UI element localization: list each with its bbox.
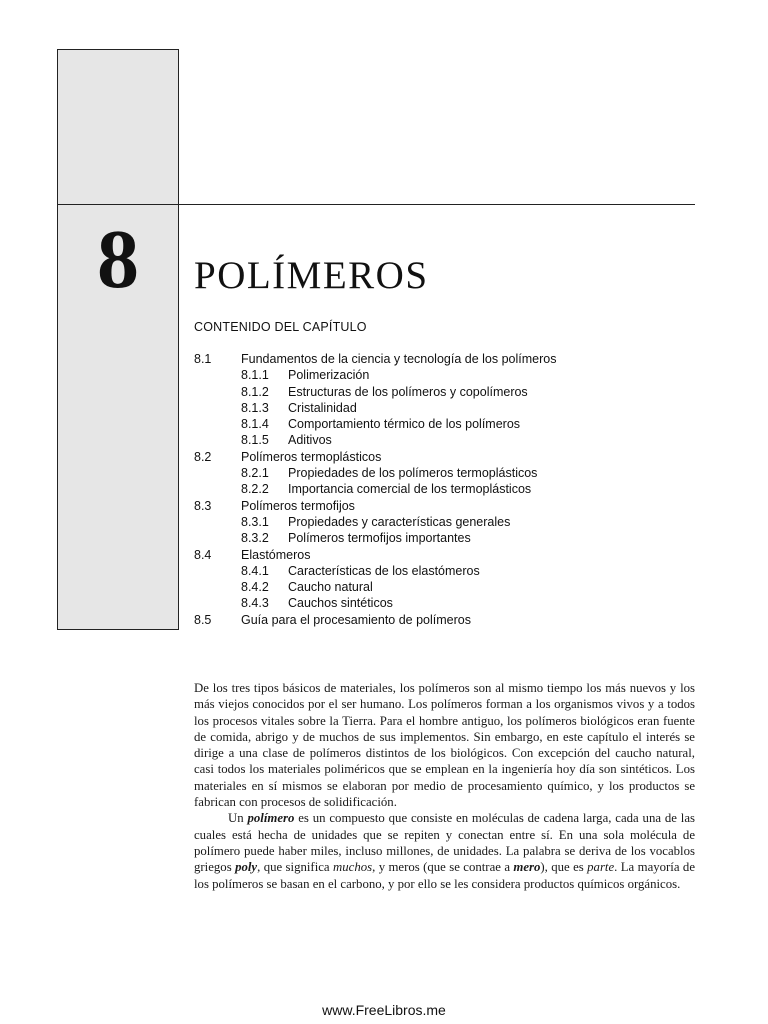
toc-entry-title: Cristalinidad	[288, 400, 357, 415]
toc-entry-number: 8.4	[194, 547, 212, 562]
toc-entry-title: Cauchos sintéticos	[288, 596, 393, 611]
toc-entry-number: 8.3.2	[241, 531, 269, 546]
toc-entry	[194, 351, 694, 367]
toc-entry	[194, 449, 694, 465]
toc-entry	[194, 432, 694, 448]
toc-entry-number: 8.4.2	[241, 580, 269, 595]
toc-entry	[194, 498, 694, 514]
toc-entry-number: 8.4.1	[241, 563, 269, 578]
toc-entry-number: 8.1	[194, 352, 212, 366]
toc-entry-number: 8.1.2	[241, 384, 269, 399]
chapter-number: 8	[97, 213, 139, 306]
contents-heading: CONTENIDO DEL CAPÍTULO	[194, 320, 367, 334]
toc-entry	[194, 530, 694, 546]
term-parte: parte	[587, 860, 615, 875]
toc-entry-number: 8.2	[194, 449, 212, 464]
term-polimero: polímero	[247, 811, 295, 826]
toc-entry-title: Propiedades de los polímeros termoplásticos	[288, 466, 538, 481]
header-rule	[57, 204, 695, 205]
toc-entry-title: Estructuras de los polímeros y copolímeros	[288, 384, 528, 399]
toc-entry	[194, 563, 694, 579]
toc-entry-title: Características de los elastómeros	[288, 563, 480, 578]
chapter-sidebar-box	[57, 49, 179, 630]
text-run: , y meros (que se contrae a	[372, 860, 514, 875]
intro-paragraph-2	[194, 810, 695, 891]
toc-entry	[194, 547, 694, 563]
footer-url[interactable]: www.FreeLibros.me	[322, 1002, 446, 1018]
toc-entry-title: Polimerización	[288, 368, 370, 383]
toc-entry	[194, 612, 694, 628]
toc-entry-number: 8.1.4	[241, 417, 269, 432]
toc-entry-title: Elastómeros	[241, 547, 311, 562]
toc-entry-title: Propiedades y características generales	[288, 514, 511, 529]
toc-entry	[194, 416, 694, 432]
toc-entry	[194, 384, 694, 400]
toc-entry-number: 8.1.1	[241, 368, 269, 383]
toc-entry-number: 8.3.1	[241, 514, 269, 529]
toc-entry-title: Guía para el procesamiento de polímeros	[241, 612, 471, 627]
toc-entry-title: Polímeros termofijos importantes	[288, 531, 471, 546]
toc-entry-title: Polímeros termofijos	[241, 498, 355, 513]
chapter-intro-text	[194, 680, 695, 892]
toc-entry-title: Comportamiento térmico de los polímeros	[288, 417, 521, 432]
text-run: . La mayoría de los polímeros se basan en el carbono, y por ello se les considera productos químicos orgánicos.	[194, 860, 695, 891]
toc-entry-title: Caucho natural	[288, 580, 373, 595]
text-run: es un compuesto que consiste en moléculas de cadena larga, cada una de las cuales está hecha de unidades que se repiten y conectan entre sí. En una sola molécula de polímero puede haber miles, incluso millones, de unidades. La palabra se deriva de los vocablos griegos	[194, 811, 696, 875]
chapter-title: POLÍMEROS	[194, 254, 429, 297]
toc-entry-title: Fundamentos de la ciencia y tecnología de los polímeros	[241, 352, 557, 366]
toc-entry-title: Polímeros termoplásticos	[241, 449, 382, 464]
toc-entry	[194, 481, 694, 497]
toc-entry-number: 8.5	[194, 612, 212, 627]
text-run: Un	[228, 811, 248, 826]
toc-entry-number: 8.2.1	[241, 466, 269, 481]
text-run: , que significa	[257, 860, 333, 875]
term-poly: poly	[235, 860, 258, 875]
toc-entry-number: 8.3	[194, 498, 212, 513]
toc-entry-number: 8.2.2	[241, 482, 269, 497]
toc-entry-number: 8.4.3	[241, 596, 269, 611]
toc-entry	[194, 465, 694, 481]
toc-entry	[194, 514, 694, 530]
toc-entry	[194, 579, 694, 595]
term-muchos: muchos	[333, 860, 373, 875]
toc-entry	[194, 400, 694, 416]
intro-paragraph-1: De los tres tipos básicos de materiales, los polímeros son al mismo tiempo los más nuevos y los más viejos conocidos por el ser humano. Los polímeros forman a los organismos vivos y a todos los procesos vitales sobre la Tierra. Para el hombre antiguo, los polímeros biológicos eran fuente de comida, abrigo y de muchos de sus implementos. Sin embargo, en este capítulo el interés se dirige a una clase de polímeros distintos de los biológicos. Con excepción del caucho natural, casi todos los materiales poliméricos que se emplean en la ingeniería hoy día son sintéticos. Los materiales en sí mismos se elaboran por medio de procesamiento químico, y los productos se fabrican con procesos de solidificación.	[194, 681, 695, 810]
toc-entry	[194, 367, 694, 383]
table-of-contents	[194, 351, 694, 628]
toc-entry	[194, 595, 694, 611]
toc-entry-title: Aditivos	[288, 433, 332, 448]
text-run: ), que es	[540, 860, 588, 875]
toc-entry-title: Importancia comercial de los termoplásticos	[288, 482, 532, 497]
term-mero: mero	[513, 860, 541, 875]
toc-entry-number: 8.1.5	[241, 433, 269, 448]
toc-entry-number: 8.1.3	[241, 400, 269, 415]
